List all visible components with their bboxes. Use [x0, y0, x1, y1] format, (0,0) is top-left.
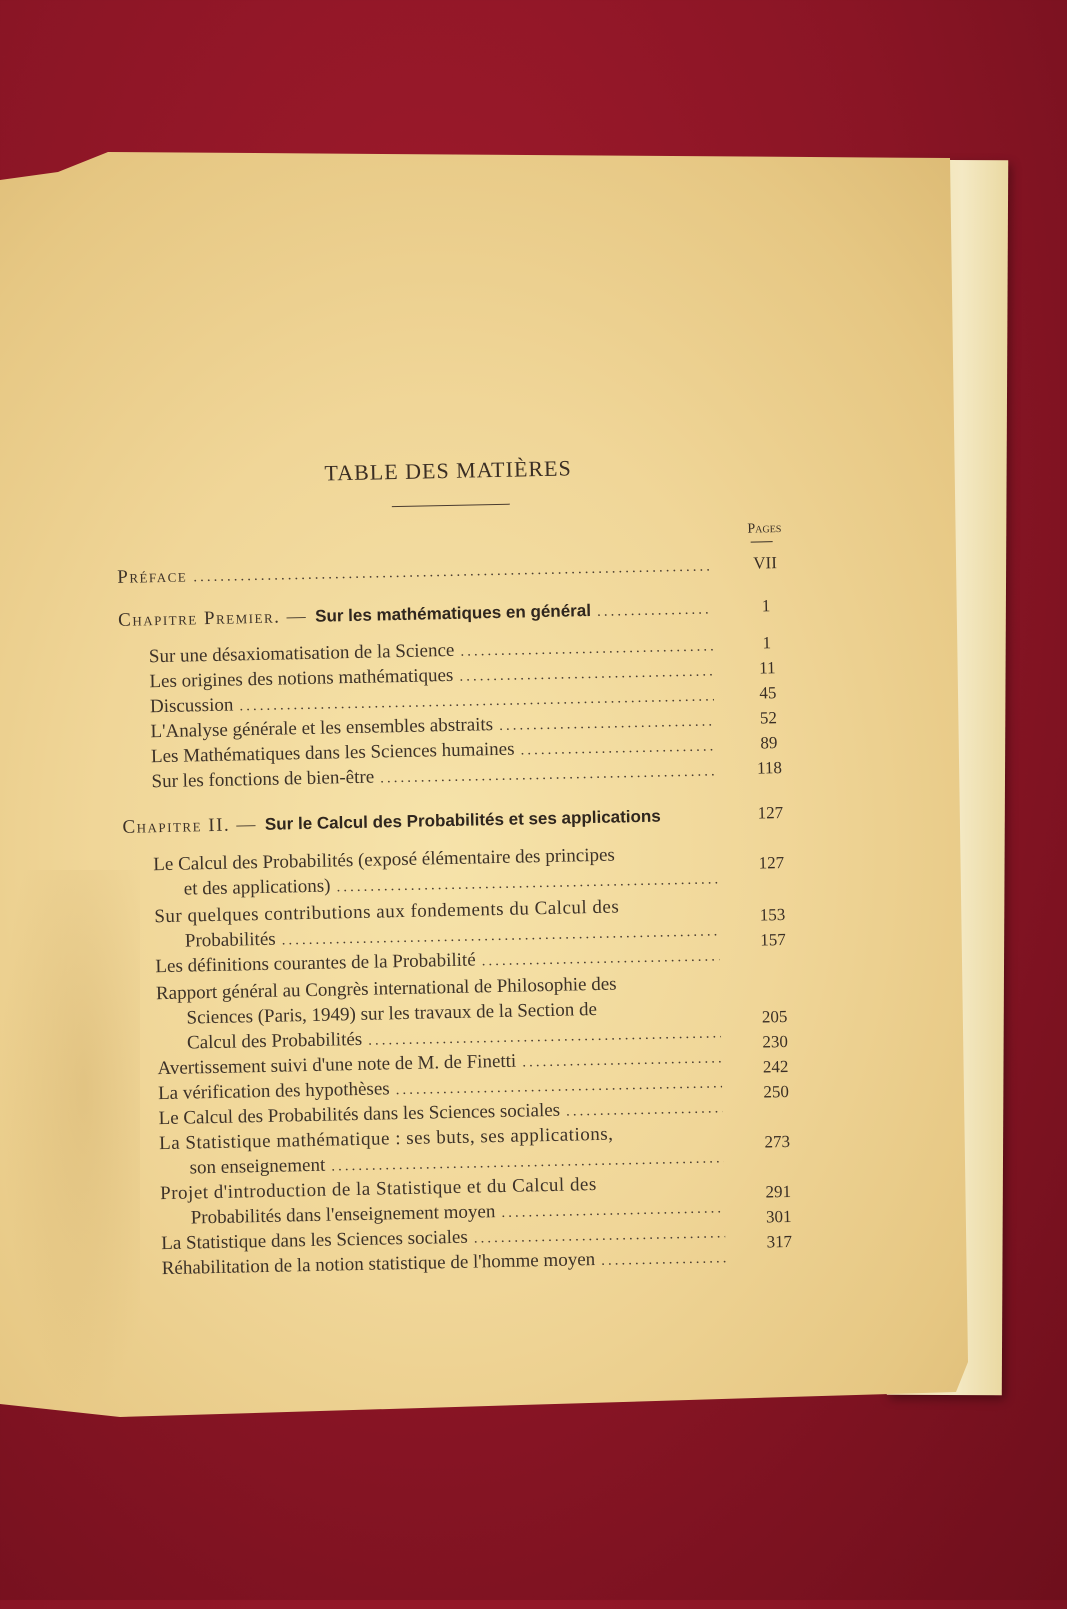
page-number: 118 — [756, 758, 783, 778]
page-title: TABLE DES MATIÈRES — [324, 455, 572, 486]
page-number: 317 — [766, 1231, 793, 1252]
page-number: VII — [753, 553, 778, 573]
page-number: 301 — [765, 1206, 792, 1227]
chapter-heading-2 — [122, 804, 722, 841]
page-number: 45 — [759, 683, 777, 703]
chapter-title: Sur les mathématiques en général — [314, 601, 592, 626]
page-number: 1 — [761, 596, 771, 616]
chapter-label: Chapitre Premier. — — [117, 605, 308, 631]
dot-leader — [331, 1150, 724, 1175]
page-number: 205 — [761, 1006, 788, 1027]
entry-title: Sur les fonctions de bien-être — [151, 766, 375, 793]
title-rule — [392, 504, 510, 507]
page-number: 153 — [759, 905, 786, 925]
entry-title: L'Analyse générale et les ensembles abstraits — [150, 714, 494, 743]
dot-leader — [482, 948, 720, 970]
pages-column-header: Pages — [747, 521, 782, 537]
dot-leader — [368, 1025, 721, 1049]
dot-leader — [597, 601, 712, 620]
pages-header-rule — [751, 541, 773, 542]
entry-title: Le Calcul des Probabilités dans les Sciences sociales — [158, 1099, 561, 1130]
entry-title-line: Sciences (Paris, 1949) sur les travaux de la Section de — [186, 998, 598, 1029]
entry-title-line: Rapport général au Congrès international de Philosophie des — [155, 973, 617, 1005]
entry-title: Probabilités dans l'enseignement moyen — [190, 1201, 496, 1229]
entry-title: son enseignement — [189, 1154, 326, 1179]
toc-entry-preface — [117, 554, 717, 591]
entry-title: Les Mathématiques dans les Sciences humaines — [150, 738, 515, 768]
dot-leader — [520, 738, 715, 759]
dot-leader — [396, 1075, 723, 1099]
entry-title: La vérification des hypothèses — [157, 1078, 390, 1105]
entry-title: Calcul des Probabilités — [186, 1028, 363, 1054]
chapter-heading-1 — [118, 597, 718, 634]
entry-title-line: Le Calcul des Probabilités (exposé élémentaire des principes — [153, 844, 616, 876]
entry-title: Discussion — [149, 694, 234, 718]
page-number: 11 — [758, 658, 776, 678]
page-number: 273 — [764, 1131, 791, 1152]
dot-leader — [380, 763, 716, 787]
dot-leader — [522, 1050, 722, 1071]
dot-leader — [601, 1250, 726, 1270]
page-number: 157 — [760, 930, 786, 950]
entry-title: Probabilités — [184, 928, 276, 952]
entry-title: et des applications) — [183, 875, 331, 900]
dot-leader — [474, 1225, 726, 1247]
page-number: 52 — [759, 708, 778, 728]
entry-title-line: La Statistique mathématique : ses buts, ses applications, — [158, 1123, 614, 1155]
page-number: 250 — [763, 1081, 790, 1102]
dot-leader — [501, 1200, 725, 1222]
page-number: 291 — [765, 1181, 792, 1202]
entry-title: Avertissement suivi d'une note de M. de Finetti — [157, 1050, 517, 1080]
entry-title: Réhabilitation de la notion statistique de l'homme moyen — [161, 1249, 596, 1280]
dot-leader — [460, 638, 713, 660]
entry-title: Les définitions courantes de la Probabilité — [155, 949, 476, 978]
dot-leader — [499, 713, 715, 735]
dot-leader — [336, 871, 718, 896]
entry-title: Les origines des notions mathématiques — [149, 664, 454, 693]
page-number: 127 — [757, 803, 784, 823]
page-number: 230 — [762, 1031, 789, 1052]
preface-label: Préface — [117, 565, 188, 588]
entry-title-line: Sur quelques contributions aux fondements du Calcul des — [154, 896, 620, 928]
dot-leader — [193, 558, 711, 586]
dot-leader — [566, 1100, 723, 1120]
entry-title: La Statistique dans les Sciences sociales — [161, 1226, 468, 1255]
dot-leader — [459, 663, 713, 685]
page-number: 127 — [758, 853, 785, 873]
page-number: 89 — [760, 733, 778, 753]
entry-title-line: Projet d'introduction de la Statistique et du Calcul des — [159, 1174, 597, 1205]
entry-title: Sur une désaxiomatisation de la Science — [148, 639, 455, 668]
chapter-title: Sur le Calcul des Probabilités et ses applications — [264, 806, 661, 834]
chapter-label: Chapitre II. — — [122, 814, 258, 838]
page-number: 1 — [762, 633, 772, 653]
page-number: 242 — [762, 1056, 789, 1077]
